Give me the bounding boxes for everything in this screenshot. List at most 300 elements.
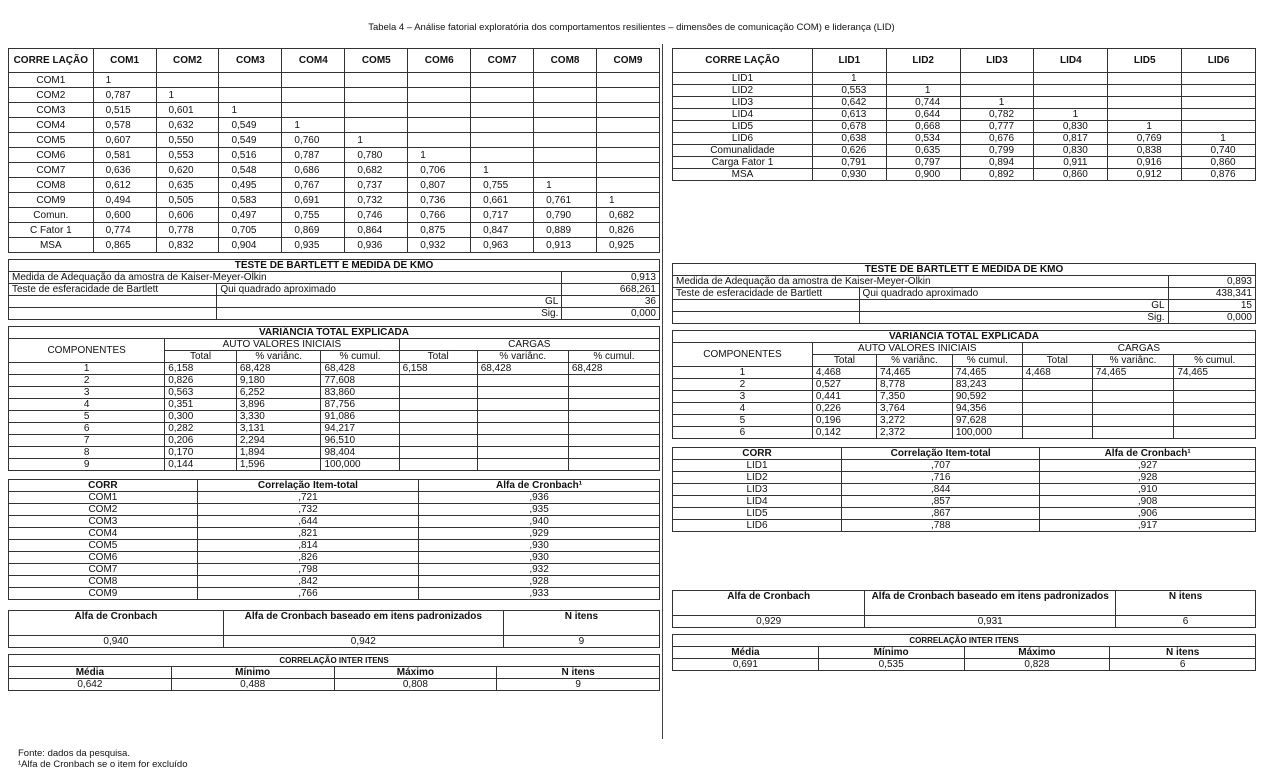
variance-row: [9, 423, 660, 435]
matrix-cell: 0,761: [534, 193, 597, 208]
matrix-cell: [597, 148, 660, 163]
matrix-cell: [282, 73, 345, 88]
variance-cell: [477, 399, 568, 411]
matrix-column-header: LID6: [1182, 49, 1256, 73]
item-total-header-row: [9, 480, 660, 492]
source-note: Fonte: dados da pesquisa.: [18, 748, 130, 759]
variance-cell: [568, 423, 659, 435]
variance-cell: [568, 387, 659, 399]
matrix-column-header: LID5: [1108, 49, 1182, 73]
matrix-cell: 0,581: [93, 148, 156, 163]
matrix-row: [9, 163, 660, 178]
variance-cell: [568, 375, 659, 387]
variance-sub-header: Total: [399, 351, 477, 363]
variance-cell: 0,142: [812, 427, 876, 439]
variance-cell: 6,158: [165, 363, 237, 375]
matrix-cell: [534, 163, 597, 178]
matrix-cell: 0,686: [282, 163, 345, 178]
alpha-note: ¹Alfa de Cronbach se o item for excluído: [18, 759, 188, 770]
matrix-cell: [960, 85, 1034, 97]
item-value: ,933: [419, 588, 660, 600]
variance-cell: [568, 459, 659, 471]
inter-value: 0,642: [9, 679, 172, 691]
component-number: 2: [673, 379, 813, 391]
correlation-matrix: [8, 48, 660, 253]
matrix-cell: [1108, 97, 1182, 109]
variance-cell: [1092, 403, 1174, 415]
bartlett-title-row: [9, 260, 660, 272]
cargas-header: CARGAS: [399, 339, 659, 351]
inter-header: Máximo: [964, 647, 1110, 659]
variance-cell: 74,465: [877, 367, 953, 379]
matrix-cell: 0,865: [93, 238, 156, 253]
variance-title: VARIÂNCIA TOTAL EXPLICADA: [9, 327, 660, 339]
matrix-cell: 0,601: [156, 103, 219, 118]
variance-table: [8, 326, 660, 471]
variance-cell: 0,300: [165, 411, 237, 423]
components-header: COMPONENTES: [673, 343, 813, 367]
variance-sub-header: % cumul.: [321, 351, 399, 363]
inter-value: 9: [497, 679, 660, 691]
variance-cell: [399, 411, 477, 423]
bartlett-title-row: [673, 264, 1256, 276]
matrix-cell: 0,626: [812, 145, 886, 157]
chi-label: Qui quadrado aproximado: [217, 284, 562, 296]
variance-title-row: [9, 327, 660, 339]
variance-cell: 3,896: [236, 399, 321, 411]
variance-cell: [1092, 391, 1174, 403]
alpha-value-row: [9, 636, 660, 648]
matrix-cell: [597, 163, 660, 178]
matrix-row: [673, 109, 1256, 121]
matrix-cell: 0,600: [93, 208, 156, 223]
variance-cell: 4,468: [812, 367, 876, 379]
variance-cell: [1022, 391, 1092, 403]
matrix-cell: 0,516: [219, 148, 282, 163]
matrix-cell: [534, 148, 597, 163]
inter-header: Mínimo: [171, 667, 334, 679]
variance-cell: 7,350: [877, 391, 953, 403]
matrix-cell: 0,830: [1034, 145, 1108, 157]
matrix-cell: 0,755: [471, 178, 534, 193]
matrix-cell: 0,889: [534, 223, 597, 238]
matrix-cell: 0,807: [408, 178, 471, 193]
variance-cell: 74,465: [1174, 367, 1256, 379]
component-number: 5: [673, 415, 813, 427]
component-number: 1: [673, 367, 813, 379]
item-total-header-row: [673, 448, 1256, 460]
matrix-cell: 1: [534, 178, 597, 193]
matrix-row-label: LID1: [673, 73, 813, 85]
variance-cell: [1174, 415, 1256, 427]
variance-cell: [568, 399, 659, 411]
variance-sub-header: % cumul.: [568, 351, 659, 363]
matrix-row-label: COM5: [9, 133, 94, 148]
gl-blank: [673, 300, 860, 312]
sig-blank: [9, 308, 217, 320]
matrix-cell: [534, 88, 597, 103]
variance-cell: 4,468: [1022, 367, 1092, 379]
item-value: ,766: [197, 588, 418, 600]
alpha-header: Alfa de Cronbach: [9, 611, 224, 636]
item-label: COM4: [9, 528, 198, 540]
matrix-cell: [597, 178, 660, 193]
variance-cell: 68,428: [236, 363, 321, 375]
variance-cell: 0,226: [812, 403, 876, 415]
matrix-cell: [345, 88, 408, 103]
gl-row: [673, 300, 1256, 312]
gl-blank: [9, 296, 217, 308]
matrix-cell: 0,691: [282, 193, 345, 208]
matrix-row: [9, 73, 660, 88]
variance-sub-header: % variânc.: [477, 351, 568, 363]
alpha-value: 0,931: [865, 616, 1116, 628]
cargas-header: CARGAS: [1022, 343, 1255, 355]
matrix-cell: [1108, 73, 1182, 85]
item-label: LID4: [673, 496, 842, 508]
item-label: LID6: [673, 520, 842, 532]
matrix-cell: 0,963: [471, 238, 534, 253]
matrix-row: [9, 193, 660, 208]
matrix-cell: 0,744: [886, 97, 960, 109]
matrix-cell: 0,894: [960, 157, 1034, 169]
matrix-cell: 0,787: [282, 148, 345, 163]
matrix-cell: 0,912: [1108, 169, 1182, 181]
matrix-column-header: COM7: [471, 49, 534, 73]
item-label: LID1: [673, 460, 842, 472]
variance-cell: 68,428: [321, 363, 399, 375]
component-number: 3: [9, 387, 165, 399]
matrix-cell: [282, 103, 345, 118]
item-label: COM9: [9, 588, 198, 600]
matrix-row: [9, 103, 660, 118]
item-label: LID3: [673, 484, 842, 496]
variance-cell: [1174, 379, 1256, 391]
item-value: ,910: [1040, 484, 1256, 496]
kmo-value: 0,893: [1168, 276, 1255, 288]
matrix-cell: [408, 103, 471, 118]
matrix-cell: 0,549: [219, 118, 282, 133]
item-total-row: [673, 496, 1256, 508]
matrix-cell: [471, 118, 534, 133]
matrix-cell: [219, 88, 282, 103]
item-value: ,928: [1040, 472, 1256, 484]
inter-header: Média: [673, 647, 819, 659]
item-label: COM1: [9, 492, 198, 504]
sig-value: 0,000: [562, 308, 660, 320]
matrix-column-header: COM8: [534, 49, 597, 73]
variance-cell: 0,196: [812, 415, 876, 427]
matrix-cell: 0,550: [156, 133, 219, 148]
matrix-row-label: LID4: [673, 109, 813, 121]
inter-header: Máximo: [334, 667, 497, 679]
matrix-cell: 0,636: [93, 163, 156, 178]
item-value: ,929: [419, 528, 660, 540]
item-total-row: [9, 564, 660, 576]
matrix-cell: 0,737: [345, 178, 408, 193]
component-number: 6: [9, 423, 165, 435]
matrix-row-label: C Fator 1: [9, 223, 94, 238]
kmo-value: 0,913: [562, 272, 660, 284]
item-value: ,721: [197, 492, 418, 504]
matrix-cell: 0,791: [812, 157, 886, 169]
matrix-cell: [1108, 109, 1182, 121]
variance-title-row: [673, 331, 1256, 343]
kmo-label: Medida de Adequação da amostra de Kaiser-Meyer-Olkin: [9, 272, 562, 284]
matrix-cell: 0,830: [1034, 121, 1108, 133]
matrix-cell: 0,876: [1182, 169, 1256, 181]
matrix-cell: 0,746: [345, 208, 408, 223]
sig-row: [673, 312, 1256, 324]
matrix-cell: 0,847: [471, 223, 534, 238]
matrix-row: [673, 97, 1256, 109]
variance-cell: 94,217: [321, 423, 399, 435]
item-total-table: [8, 479, 660, 600]
matrix-cell: 0,553: [812, 85, 886, 97]
alpha-value-row: [673, 616, 1256, 628]
item-total-row: [9, 576, 660, 588]
matrix-cell: 0,790: [534, 208, 597, 223]
matrix-cell: [1108, 85, 1182, 97]
matrix-cell: 0,705: [219, 223, 282, 238]
matrix-cell: 0,494: [93, 193, 156, 208]
chi-value: 438,341: [1168, 288, 1255, 300]
variance-cell: 0,527: [812, 379, 876, 391]
matrix-row: [673, 157, 1256, 169]
item-value: ,844: [842, 484, 1040, 496]
correlation-matrix: [672, 48, 1256, 181]
matrix-cell: [471, 148, 534, 163]
variance-cell: 74,465: [952, 367, 1022, 379]
matrix-cell: [597, 88, 660, 103]
matrix-cell: 0,553: [156, 148, 219, 163]
matrix-cell: [408, 73, 471, 88]
item-label: COM3: [9, 516, 198, 528]
matrix-row-label: Comunalidade: [673, 145, 813, 157]
variance-row: [673, 427, 1256, 439]
item-total-row: [9, 504, 660, 516]
matrix-cell: [471, 133, 534, 148]
variance-title: VARIÂNCIA TOTAL EXPLICADA: [673, 331, 1256, 343]
column-divider: [662, 44, 663, 739]
matrix-cell: [345, 73, 408, 88]
matrix-column-header: COM4: [282, 49, 345, 73]
variance-cell: [1022, 403, 1092, 415]
matrix-cell: [471, 103, 534, 118]
inter-item-table: [672, 634, 1256, 671]
variance-cell: [399, 459, 477, 471]
matrix-cell: 0,932: [408, 238, 471, 253]
matrix-cell: 0,497: [219, 208, 282, 223]
variance-cell: [568, 447, 659, 459]
inter-title: CORRELAÇÃO INTER ITENS: [9, 655, 660, 667]
variance-cell: [399, 435, 477, 447]
matrix-column-header: LID2: [886, 49, 960, 73]
item-total-header: CORR: [673, 448, 842, 460]
matrix-cell: 0,736: [408, 193, 471, 208]
sig-row: [9, 308, 660, 320]
item-label: LID2: [673, 472, 842, 484]
alpha-value: 0,929: [673, 616, 865, 628]
variance-row: [9, 375, 660, 387]
matrix-cell: 0,936: [345, 238, 408, 253]
variance-cell: [477, 387, 568, 399]
variance-cell: 100,000: [952, 427, 1022, 439]
item-total-row: [9, 492, 660, 504]
matrix-cell: [597, 118, 660, 133]
matrix-cell: 0,864: [345, 223, 408, 238]
matrix-cell: [408, 88, 471, 103]
variance-cell: 1,596: [236, 459, 321, 471]
item-value: ,932: [419, 564, 660, 576]
matrix-column-header: COM2: [156, 49, 219, 73]
variance-cell: 91,086: [321, 411, 399, 423]
variance-row: [9, 363, 660, 375]
component-number: 7: [9, 435, 165, 447]
variance-cell: 87,756: [321, 399, 399, 411]
matrix-cell: 0,682: [345, 163, 408, 178]
alpha-header: N itens: [1116, 591, 1256, 616]
inter-header-row: [673, 647, 1256, 659]
alpha-header: Alfa de Cronbach: [673, 591, 865, 616]
matrix-cell: [1182, 85, 1256, 97]
matrix-cell: [1182, 109, 1256, 121]
item-value: ,716: [842, 472, 1040, 484]
matrix-cell: 0,635: [886, 145, 960, 157]
item-value: ,732: [197, 504, 418, 516]
variance-row: [673, 391, 1256, 403]
matrix-cell: 0,930: [812, 169, 886, 181]
matrix-cell: [597, 73, 660, 88]
matrix-cell: 0,904: [219, 238, 282, 253]
matrix-row: [9, 133, 660, 148]
matrix-cell: 0,549: [219, 133, 282, 148]
inter-header: Mínimo: [818, 647, 964, 659]
matrix-cell: 0,706: [408, 163, 471, 178]
gl-label: GL: [859, 300, 1168, 312]
variance-cell: [1092, 379, 1174, 391]
matrix-cell: [408, 118, 471, 133]
matrix-cell: 0,767: [282, 178, 345, 193]
matrix-cell: 1: [93, 73, 156, 88]
variance-cell: [1022, 427, 1092, 439]
matrix-row-label: COM7: [9, 163, 94, 178]
matrix-cell: [534, 73, 597, 88]
item-total-row: [673, 472, 1256, 484]
matrix-header-row: [673, 49, 1256, 73]
matrix-cell: [408, 133, 471, 148]
table-caption: Tabela 4 – Análise fatorial exploratória dos comportamentos resilientes – dimensões de comunicação COM) e liderança (LID): [368, 22, 895, 33]
matrix-cell: [219, 73, 282, 88]
kmo-row: [673, 276, 1256, 288]
matrix-column-header: COM5: [345, 49, 408, 73]
gl-value: 15: [1168, 300, 1255, 312]
variance-cell: [1174, 391, 1256, 403]
matrix-cell: 0,632: [156, 118, 219, 133]
inter-value: 0,808: [334, 679, 497, 691]
bartlett-kmo-table: [8, 259, 660, 320]
matrix-row-label: MSA: [9, 238, 94, 253]
matrix-cell: 0,782: [960, 109, 1034, 121]
variance-cell: 6,252: [236, 387, 321, 399]
variance-row: [9, 399, 660, 411]
item-value: ,814: [197, 540, 418, 552]
alpha-header: Alfa de Cronbach baseado em itens padronizados: [865, 591, 1116, 616]
matrix-cell: 0,817: [1034, 133, 1108, 145]
matrix-cell: 0,916: [1108, 157, 1182, 169]
matrix-cell: 0,774: [93, 223, 156, 238]
matrix-cell: 1: [1108, 121, 1182, 133]
variance-cell: 1,894: [236, 447, 321, 459]
variance-cell: [1174, 403, 1256, 415]
matrix-cell: 0,860: [1182, 157, 1256, 169]
item-value: ,821: [197, 528, 418, 540]
matrix-cell: [886, 73, 960, 85]
matrix-cell: 0,676: [960, 133, 1034, 145]
matrix-row-label: LID2: [673, 85, 813, 97]
item-label: COM6: [9, 552, 198, 564]
variance-row: [673, 367, 1256, 379]
matrix-cell: [534, 103, 597, 118]
inter-title-row: [9, 655, 660, 667]
variance-cell: [477, 435, 568, 447]
item-total-row: [9, 528, 660, 540]
variance-cell: 0,441: [812, 391, 876, 403]
component-number: 5: [9, 411, 165, 423]
variance-cell: [399, 387, 477, 399]
inter-value: 6: [1110, 659, 1256, 671]
variance-cell: 83,243: [952, 379, 1022, 391]
kmo-row: [9, 272, 660, 284]
variance-cell: 3,330: [236, 411, 321, 423]
variance-cell: 3,764: [877, 403, 953, 415]
variance-cell: [399, 447, 477, 459]
matrix-column-header: COM9: [597, 49, 660, 73]
variance-table: [672, 330, 1256, 439]
matrix-row: [9, 178, 660, 193]
matrix-cell: 1: [471, 163, 534, 178]
matrix-row-label: LID6: [673, 133, 813, 145]
item-value: ,906: [1040, 508, 1256, 520]
matrix-row-label: COM6: [9, 148, 94, 163]
matrix-cell: 0,644: [886, 109, 960, 121]
sig-label: Sig.: [217, 308, 562, 320]
item-value: ,826: [197, 552, 418, 564]
variance-cell: [477, 459, 568, 471]
variance-cell: [477, 423, 568, 435]
gl-label: GL: [217, 296, 562, 308]
matrix-cell: 1: [219, 103, 282, 118]
matrix-cell: 0,769: [1108, 133, 1182, 145]
variance-cell: 100,000: [321, 459, 399, 471]
matrix-row-label: Carga Fator 1: [673, 157, 813, 169]
component-number: 3: [673, 391, 813, 403]
variance-cell: 2,294: [236, 435, 321, 447]
alpha-header-row: [9, 611, 660, 636]
inter-value-row: [673, 659, 1256, 671]
variance-cell: 9,180: [236, 375, 321, 387]
matrix-cell: 1: [960, 97, 1034, 109]
matrix-row-label: Comun.: [9, 208, 94, 223]
matrix-cell: 0,612: [93, 178, 156, 193]
item-total-row: [673, 508, 1256, 520]
variance-cell: [477, 447, 568, 459]
matrix-cell: 0,875: [408, 223, 471, 238]
matrix-row: [9, 88, 660, 103]
matrix-cell: 0,515: [93, 103, 156, 118]
item-value: ,707: [842, 460, 1040, 472]
item-value: ,935: [419, 504, 660, 516]
